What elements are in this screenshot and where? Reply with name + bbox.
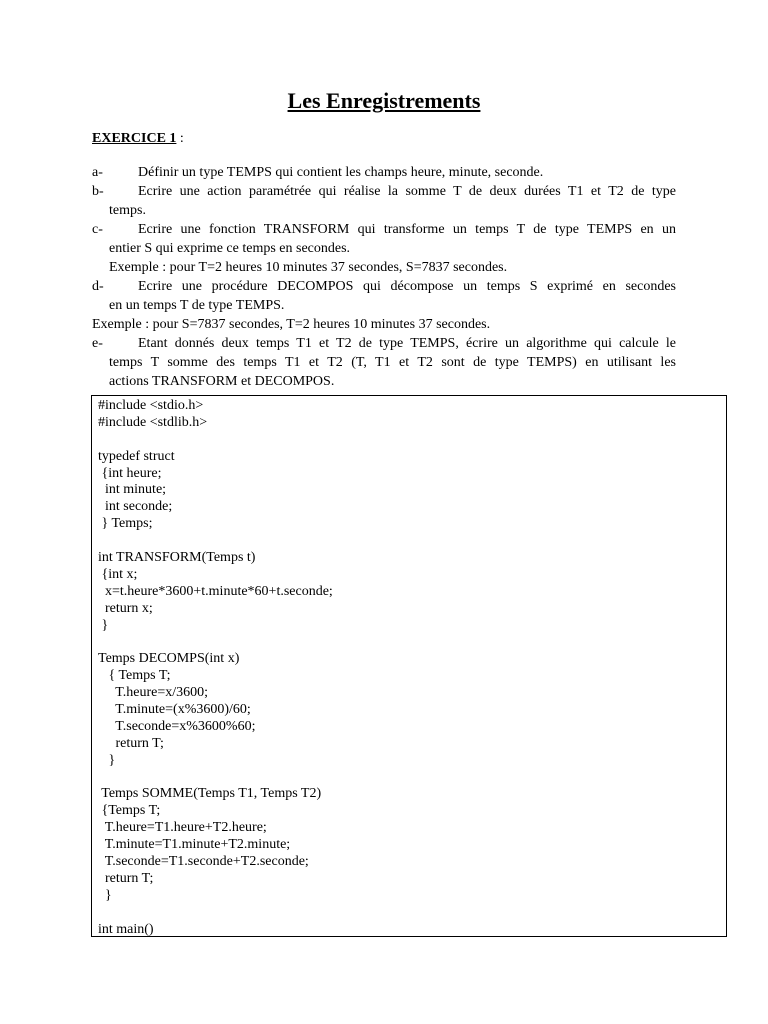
code-line bbox=[98, 905, 726, 922]
item-text-continued: actions TRANSFORM et DECOMPOS. bbox=[109, 374, 335, 389]
code-line bbox=[98, 634, 726, 651]
code-line: T.heure=T1.heure+T2.heure; bbox=[98, 820, 267, 836]
code-line: { Temps T; bbox=[98, 668, 171, 684]
list-item-a bbox=[92, 163, 676, 182]
exercise-heading bbox=[92, 129, 184, 148]
exercise-items bbox=[92, 163, 676, 391]
item-text-continued: entier S qui exprime ce temps en secondes. bbox=[109, 241, 351, 256]
item-text: Ecrire une action paramétrée qui réalise la somme T de deux durées T1 et T2 de type bbox=[138, 184, 676, 199]
item-marker: c- bbox=[92, 222, 103, 237]
code-line: x=t.heure*3600+t.minute*60+t.seconde; bbox=[98, 583, 333, 599]
item-text: Définir un type TEMPS qui contient les champs heure, minute, seconde. bbox=[138, 165, 544, 180]
page-title: Les Enregistrements bbox=[287, 88, 481, 113]
code-line: Temps DECOMPS(int x) bbox=[98, 651, 240, 667]
code-line: #include <stdlib.h> bbox=[98, 414, 208, 430]
list-item-d bbox=[92, 277, 676, 334]
code-line: T.minute=(x%3600)/60; bbox=[98, 702, 251, 718]
code-line: return T; bbox=[98, 735, 164, 751]
code-line: } Temps; bbox=[98, 516, 153, 532]
code-line: T.minute=T1.minute+T2.minute; bbox=[98, 837, 291, 853]
item-marker: a- bbox=[92, 165, 103, 180]
code-line: T.heure=x/3600; bbox=[98, 685, 209, 701]
code-line: return T; bbox=[98, 870, 154, 886]
exercise-label: EXERCICE 1 bbox=[92, 131, 177, 146]
code-line: } bbox=[98, 617, 109, 633]
code-line: Temps SOMME(Temps T1, Temps T2) bbox=[98, 786, 322, 802]
exercise-suffix: : bbox=[176, 131, 184, 146]
code-line: {int heure; bbox=[98, 465, 162, 481]
code-line: int TRANSFORM(Temps t) bbox=[98, 550, 256, 566]
code-line: {int x; bbox=[98, 566, 138, 582]
list-item-c bbox=[92, 220, 676, 277]
item-text: Ecrire une fonction TRANSFORM qui transforme un temps T de type TEMPS en un bbox=[138, 222, 676, 237]
item-text-continued: temps T somme des temps T1 et T2 (T, T1 et T2 sont de type TEMPS) en utilisant les bbox=[109, 355, 676, 370]
code-line: T.seconde=x%3600%60; bbox=[98, 718, 256, 734]
code-line: int seconde; bbox=[98, 499, 173, 515]
code-line: int minute; bbox=[98, 482, 167, 498]
item-marker: b- bbox=[92, 184, 104, 199]
code-line bbox=[98, 432, 726, 449]
code-line bbox=[98, 770, 726, 787]
code-line: } bbox=[98, 887, 112, 903]
item-marker: d- bbox=[92, 279, 104, 294]
code-line bbox=[98, 533, 726, 550]
item-text-continued: en un temps T de type TEMPS. bbox=[109, 298, 285, 313]
item-example: Exemple : pour T=2 heures 10 minutes 37 secondes, S=7837 secondes. bbox=[109, 260, 508, 275]
code-line: T.seconde=T1.seconde+T2.seconde; bbox=[98, 854, 309, 870]
item-text: Etant donnés deux temps T1 et T2 de type TEMPS, écrire un algorithme qui calcule le bbox=[138, 336, 676, 351]
list-item-e bbox=[92, 334, 676, 391]
code-line: typedef struct bbox=[98, 448, 175, 464]
list-item-b bbox=[92, 182, 676, 220]
code-listing bbox=[91, 395, 727, 937]
code-line: } bbox=[98, 752, 116, 768]
code-line: return x; bbox=[98, 600, 153, 616]
code-line: int main() bbox=[98, 921, 154, 937]
item-text-continued: temps. bbox=[109, 203, 146, 218]
code-line: {Temps T; bbox=[98, 803, 161, 819]
code-line: #include <stdio.h> bbox=[98, 398, 204, 413]
item-text: Ecrire une procédure DECOMPOS qui décompose un temps S exprimé en secondes bbox=[138, 279, 676, 294]
item-marker: e- bbox=[92, 336, 103, 351]
item-example: Exemple : pour S=7837 secondes, T=2 heures 10 minutes 37 secondes. bbox=[92, 317, 491, 332]
